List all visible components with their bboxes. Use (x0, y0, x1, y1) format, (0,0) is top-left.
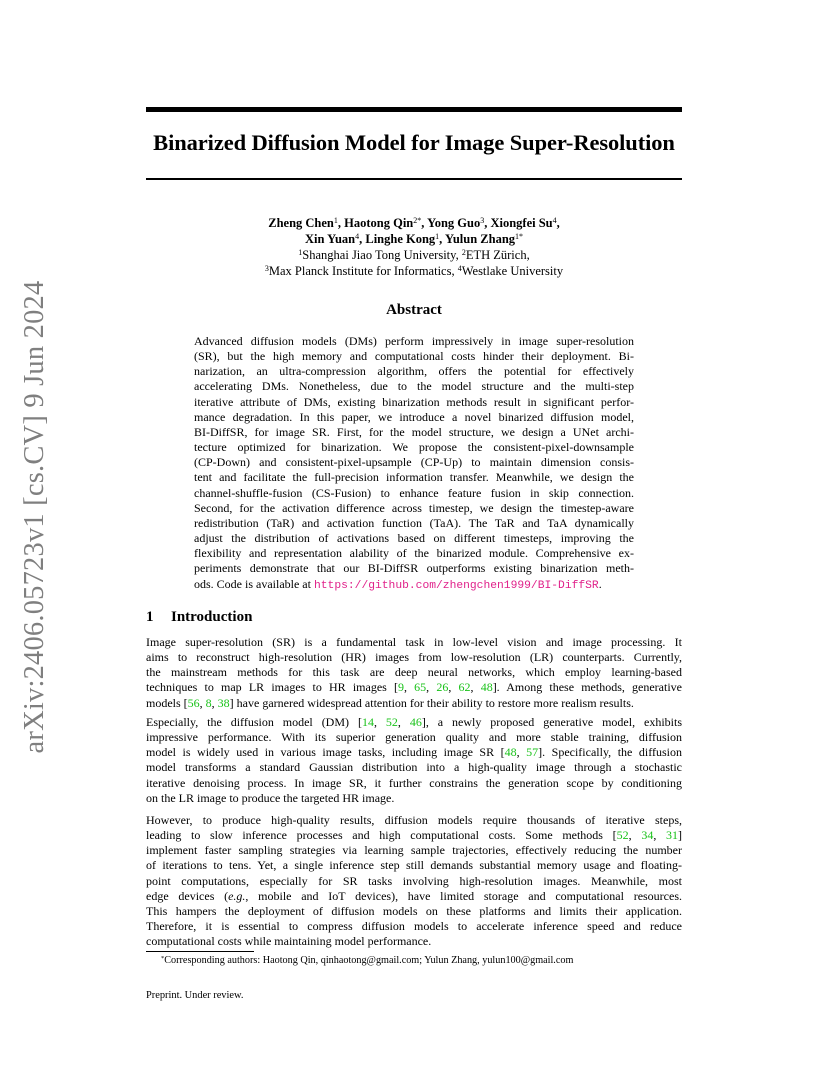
author-affiliation-mark: 1 (333, 216, 338, 225)
affiliation-name: Max Planck Institute for Informatics, (268, 264, 455, 278)
intro-paragraph-1 (146, 635, 682, 711)
italic-text: e.g. (228, 888, 246, 903)
text-line: the mainstream methods for this task are deep neural networks, which employ learning-based (146, 665, 682, 680)
affiliation-mark: 3 (264, 264, 269, 273)
abstract-line: accelerating DMs. Nonetheless, due to the model structure and the multi-step (194, 379, 634, 394)
text-line: implement faster sampling strategies via learning sample trajectories, effectively reducing the number (146, 843, 682, 858)
citation-link[interactable]: 14 (361, 715, 374, 729)
author-affiliation-mark: 1* (515, 232, 524, 241)
text-line: techniques to map LR images to HR images [9, 65, 26, 62, 48]. Among these methods, generative (146, 680, 682, 695)
text-line: Therefore, it is essential to compress diffusion models to accelerate inference speed and reduce (146, 919, 682, 934)
citation-link[interactable]: 34 (641, 828, 654, 843)
abstract-body (194, 334, 634, 594)
text-line: on the LR image to produce the targeted HR image. (146, 790, 395, 805)
text-line: Especially, the diffusion model (DM) [14, 52, 46], a newly proposed generative model, exhibits (146, 715, 683, 729)
paper-title: Binarized Diffusion Model for Image Super-Resolution (153, 130, 675, 155)
abstract-line: flexibility and representation alability of the binarized module. Comprehensive ex- (194, 546, 634, 561)
abstract-line (194, 577, 634, 594)
author-affiliation-mark: 1 (435, 232, 440, 241)
author-affiliation-mark: 4 (355, 232, 360, 241)
citation-link[interactable]: 52 (385, 715, 398, 729)
section-title: Introduction (171, 609, 253, 625)
intro-paragraph-3 (146, 813, 682, 949)
affiliation-mark: 1 (298, 248, 303, 257)
affiliation-mark: 2 (461, 248, 466, 257)
citation-link[interactable]: 31 (666, 828, 679, 843)
footnote-rule (146, 951, 254, 952)
text-line: of iterations to tens. Yet, a single inference step still demands substantial memory usage and floating- (146, 858, 682, 873)
affiliation-name: Shanghai Jiao Tong University, (302, 248, 459, 262)
abstract-line: Second, for the activation difference across timestep, we design the timestep-aware (194, 500, 634, 515)
abstract-line: tecture optimized for binarization. We propose the consistent-pixel-downsample (194, 440, 634, 455)
author-name: Xin Yuan (304, 232, 356, 246)
text-line: leading to slow inference processes and high computational costs. Some methods [52, 34, 31] (146, 828, 683, 843)
citation-link[interactable]: 9 (398, 680, 404, 695)
citation-link[interactable]: 56 (187, 695, 200, 710)
author-name: Xiongfei Su (490, 216, 553, 230)
abstract-text: ods. Code is available at (194, 576, 314, 591)
author-affiliation-mark: 3 (480, 216, 485, 225)
affiliation-name: Westlake University (461, 264, 564, 278)
code-link[interactable]: https://github.com/zhengchen1999/BI-DiffSR (313, 579, 599, 592)
text-line: aims to reconstruct high-resolution (HR) images from low-resolution (LR) counterparts. Currently, (146, 650, 682, 665)
footnote (161, 955, 573, 966)
title-top-rule (146, 107, 682, 112)
text-line: model transforms a standard Gaussian distribution into a high-quality image through a stochastic (146, 760, 682, 775)
author-name: Haotong Qin (344, 216, 414, 230)
citation-link[interactable]: 46 (409, 715, 422, 729)
abstract-line: (SR), but the high memory and computational costs hinder their deployment. Bi- (194, 349, 634, 364)
section-heading-introduction (146, 609, 252, 626)
arxiv-stamp-text: arXiv:2406.05723v1 [cs.CV] 9 Jun 2024 (19, 280, 50, 754)
citation-link[interactable]: 52 (616, 828, 629, 843)
text-line: edge devices (e.g., mobile and IoT devices), have limited storage and computational resources. (146, 888, 683, 903)
text-line: point computations, especially for SR tasks involving high-resolution images. Meanwhile, most (146, 873, 682, 888)
abstract-line: iterative attribute of DMs, existing binarization methods result in significant perfor- (194, 394, 634, 409)
abstract-line: tent and facilitate the full-precision information transfer. Meanwhile, we design the (194, 470, 634, 485)
citation-link[interactable]: 26 (436, 680, 449, 695)
text-line: models [56, 8, 38] have garnered widespread attention for their ability to restore more realism results. (146, 695, 634, 710)
citation-link[interactable]: 8 (205, 695, 212, 710)
author-line-1: Zheng Chen$^1$, Haotong Qin$^{2*}$, Yong Guo$^3$, Xiongfei Su$^4$, (268, 216, 560, 230)
section-number: 1 (146, 609, 154, 625)
affiliation-line-1 (146, 247, 682, 263)
citation-link[interactable]: 48 (480, 680, 493, 695)
author-name: Linghe Kong (365, 232, 436, 246)
title-bottom-rule (146, 178, 682, 180)
text-line: model is widely used in various image tasks, including image SR [48, 57]. Specifically, the diffusion (146, 745, 682, 760)
text-line: impressive performance. With its superior generation quality and more stable training, diffusion (146, 730, 682, 745)
citation-link[interactable]: 65 (414, 680, 427, 695)
abstract-line: BI-DiffSR, for image SR. First, for the model structure, we design a UNet archi- (194, 424, 634, 439)
author-name: Yulun Zhang (444, 232, 516, 246)
abstract-line: channel-shuffle-fusion (CS-Fusion) to enhance feature fusion in skip connection. (194, 485, 634, 500)
affiliation-line-2 (146, 263, 682, 279)
citation-link[interactable]: 62 (458, 680, 471, 695)
abstract-line: Advanced diffusion models (DMs) perform impressively in image super-resolution (194, 334, 634, 348)
text-line: This hampers the deployment of diffusion models on these platforms and limits their application. (146, 903, 682, 918)
author-name: Yong Guo (427, 216, 481, 230)
citation-link[interactable]: 57 (526, 745, 539, 760)
text-line: Image super-resolution (SR) is a fundamental task in low-level vision and image processing. It (146, 635, 682, 649)
citation-link[interactable]: 38 (217, 695, 230, 710)
text-line: computational costs while maintaining model performance. (146, 934, 432, 949)
author-block (146, 215, 682, 279)
affiliation-mark: 4 (457, 264, 462, 273)
author-affiliation-mark: 4 (552, 216, 557, 225)
author-line-2: Xin Yuan$^4$, Linghe Kong$^1$, Yulun Zhang$^{1*}$ (304, 232, 524, 246)
author-affiliation-mark: 2* (413, 216, 422, 225)
abstract-text: . (598, 576, 602, 591)
author-name: Zheng Chen (268, 216, 334, 230)
abstract-line: mance degradation. In this paper, we introduce a novel binarized diffusion model, (194, 409, 634, 424)
intro-paragraph-2 (146, 715, 682, 806)
arxiv-side-stamp (19, 280, 50, 754)
abstract-line: adjust the distribution of activations based on different timesteps, improving the (194, 531, 634, 546)
abstract-line: redistribution (TaR) and activation function (TaA). The TaR and TaA dynamically (194, 515, 634, 530)
abstract-line: (CP-Down) and consistent-pixel-upsample (CP-Up) to maintain dimension consis- (194, 455, 634, 470)
footnote-mark: * (161, 955, 165, 962)
citation-link[interactable]: 48 (504, 745, 517, 760)
abstract-line: periments demonstrate that our BI-DiffSR outperforms existing binarization meth- (194, 561, 634, 576)
abstract-heading: Abstract (386, 302, 442, 318)
text-line: However, to produce high-quality results, diffusion models require thousands of iterative steps, (146, 813, 682, 827)
text-line: iterative denoising process. In image SR, it further constrains the generation scope by conditioning (146, 775, 682, 790)
preprint-notice: Preprint. Under review. (146, 990, 244, 1001)
abstract-line: narization, an ultra-compression algorithm, offers the potential for effectively (194, 364, 634, 379)
footnote-text: Corresponding authors: Haotong Qin, qinhaotong@gmail.com; Yulun Zhang, yulun100@gmail.com (164, 955, 574, 966)
affiliation-name: ETH Zürich, (465, 248, 530, 262)
